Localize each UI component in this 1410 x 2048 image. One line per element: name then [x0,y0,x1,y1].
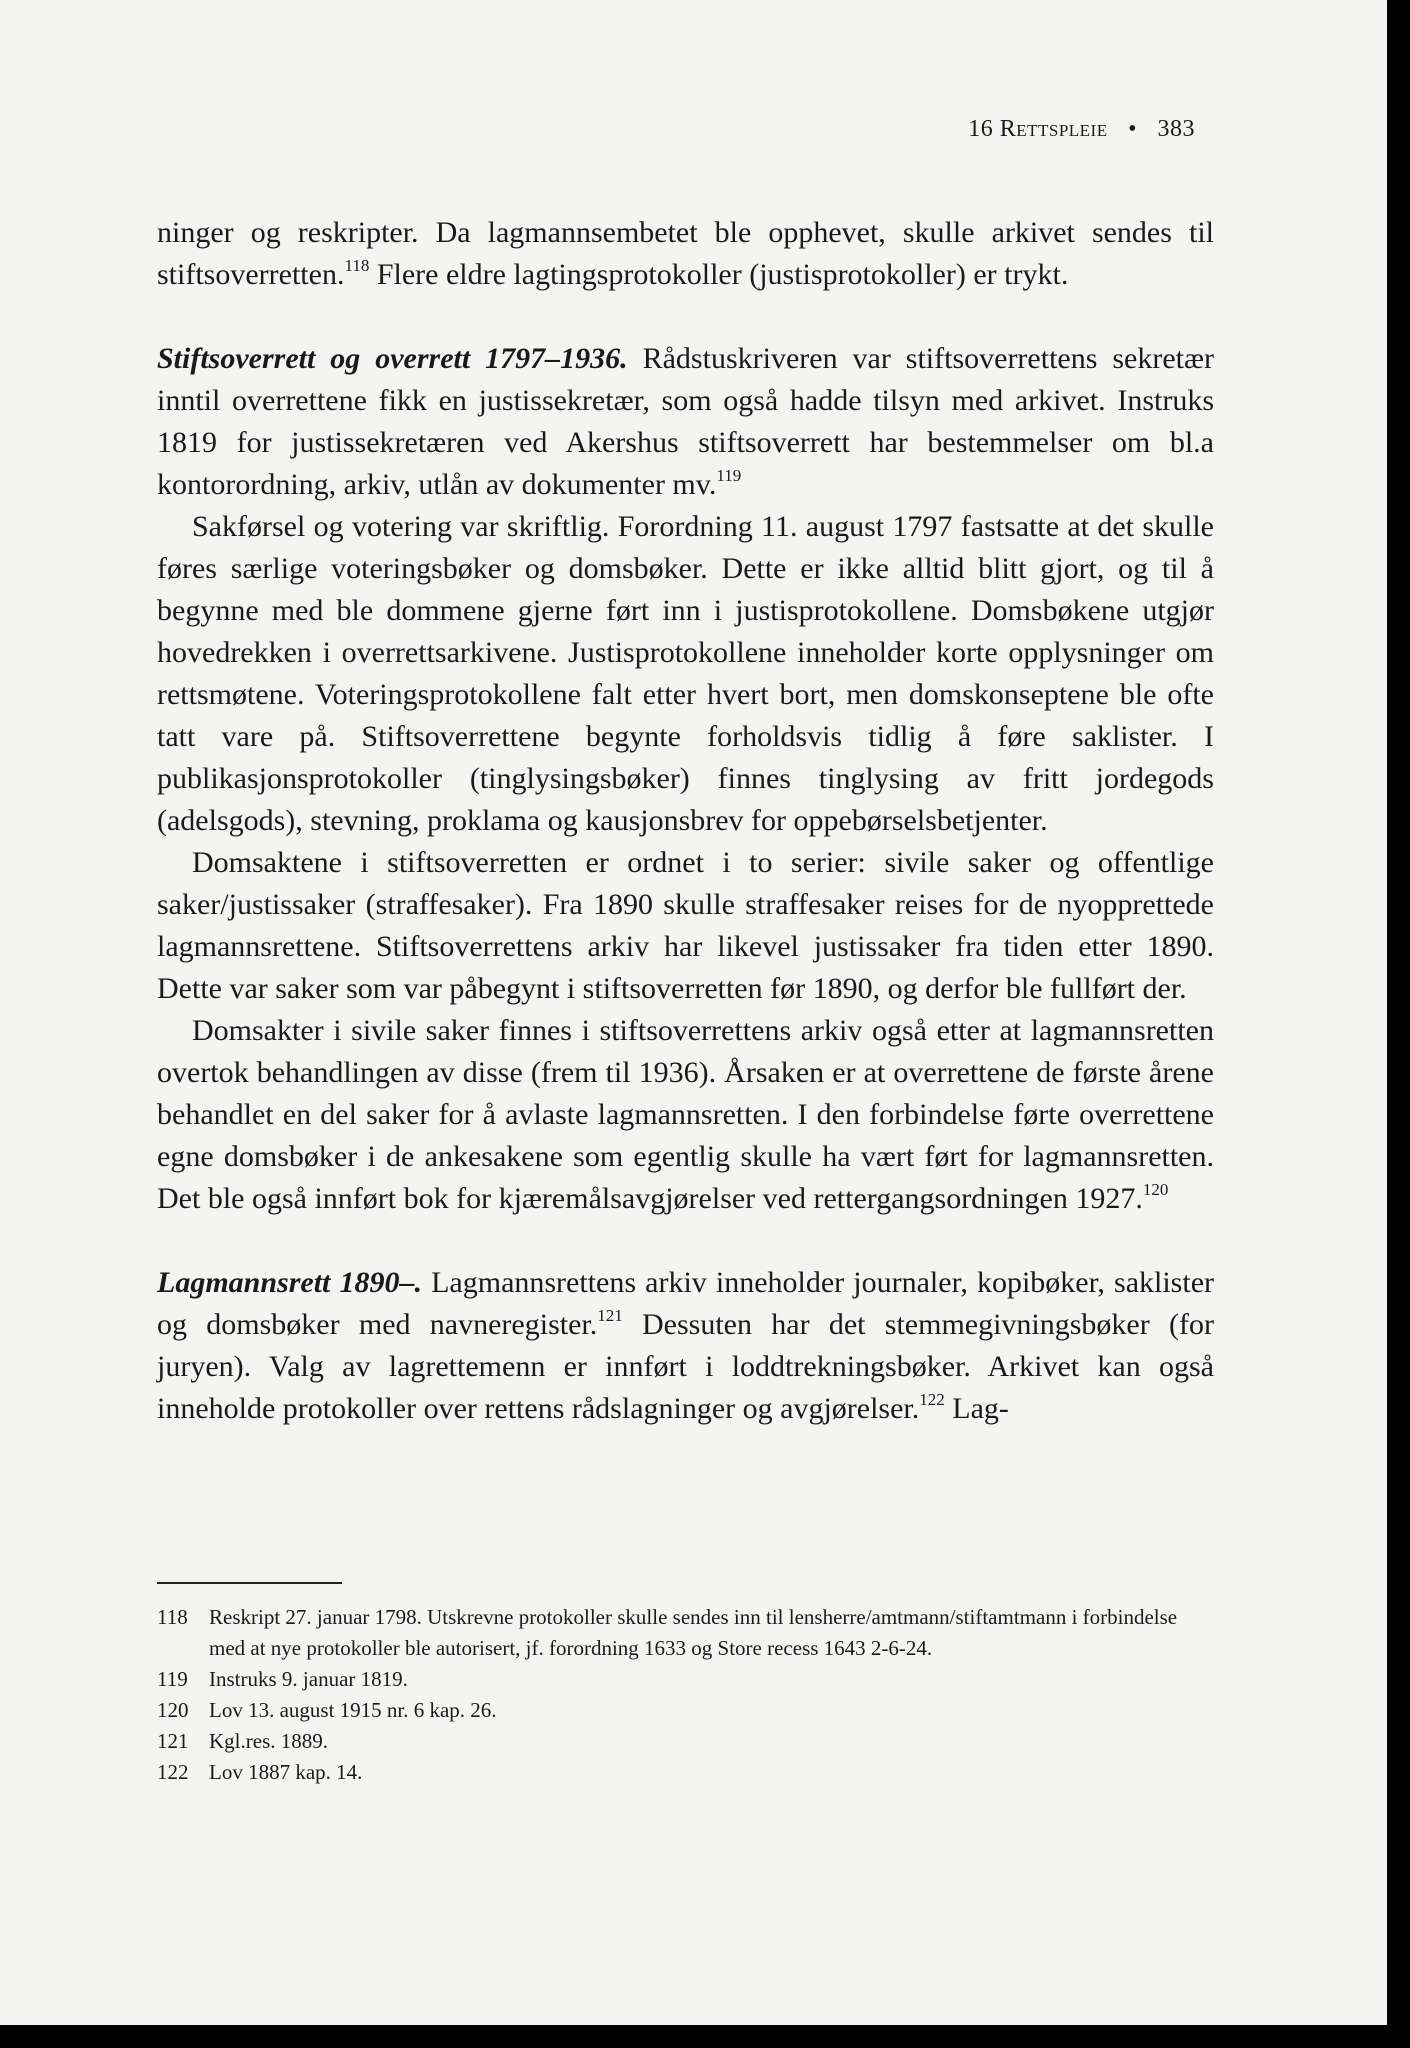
body-text [157,212,1214,1430]
paragraph-6: Lagmannsrett 1890–. Lagmannsrettens arkiv inneholder journaler, kopibøker, saklister og domsbøker med navneregister.$^{121}$ Dessuten har det stemmegivningsbøker (for juryen). Valg av lagrettemenn er innført i loddtrekningsbøker. Arkivet kan også inneholde protokoller over rettens rådslagninger og avgjørelser.$^{122}$ Lag- [157,1266,1214,1425]
page-number: 383 [1157,116,1195,142]
section-heading-stiftsoverrett: Stiftsoverrett og overrett 1797–1936. [157,342,628,375]
footnote-divider [157,1582,342,1584]
footnote-122 [157,1757,1214,1788]
footnote-number: 121 [157,1729,189,1753]
footnote-ref-120[interactable]: 120 [1142,1180,1169,1199]
paragraph-2: Stiftsoverrett og overrett 1797–1936. Rådstuskriveren var stiftsoverrettens sekretær inntil overrettene fikk en justissekretær, som også hadde tilsyn med arkivet. Instruks 1819 for justissekretæren ved Akershus stiftsoverrett har bestemmelser om bl.a kontorordning, arkiv, utlån av dokumenter mv.$^{119}$ [157,342,1214,501]
footnote-text: Lov 1887 kap. 14. [209,1760,363,1784]
paragraph-4: Domsaktene i stiftsoverretten er ordnet i to serier: sivile saker og offentlige saker/justissaker (straffesaker). Fra 1890 skulle straffesaker reises for de nyopprettede lagmannsrettene. Stiftsoverrettens arkiv har likevel justissaker fra tiden etter 1890. Dette var saker som var påbegynt i stiftsoverretten før 1890, og derfor ble fullført der. [157,846,1214,1005]
footnote-text: Reskript 27. januar 1798. Utskrevne protokoller skulle sendes inn til lensherre/amtmann/stiftamtmann i forbindelse med at nye protokoller ble autorisert, jf. forordning 1633 og Store recess 1643 2-6-24. [209,1605,1178,1660]
footnote-number: 119 [157,1667,188,1691]
paragraph-5: Domsakter i sivile saker finnes i stiftsoverrettens arkiv også etter at lagmannsretten overtok behandlingen av disse (frem til 1936). Årsaken er at overrettene de første årene behandlet en del saker for å avlaste lagmannsretten. I den forbindelse førte overrettene egne domsbøker i de ankesakene som egentlig skulle ha vært ført for lagmannsretten. Det ble også innført bok for kjæremålsavgjørelser ved rettergangsordningen 1927.$^{120}$ [157,1014,1214,1215]
footnote-ref-119[interactable]: 119 [716,466,742,485]
chapter-number: 16 [968,116,994,142]
footnote-118 [157,1602,1214,1664]
footnote-number: 120 [157,1698,189,1722]
chapter-title: Rettspleie [999,116,1108,142]
running-header [968,116,1195,143]
paragraph-1: ninger og reskripter. Da lagmannsembetet ble opphevet, skulle arkivet sendes til stiftsoverretten.$^{118}$ Flere eldre lagtingsprotokoller (justisprotokoller) er trykt. [157,216,1214,291]
footnote-number: 118 [157,1605,188,1629]
footnote-ref-118[interactable]: 118 [344,256,370,275]
footnote-121 [157,1726,1214,1757]
footnote-text: Kgl.res. 1889. [209,1729,328,1753]
footnote-119 [157,1664,1214,1695]
footnote-text: Instruks 9. januar 1819. [209,1667,408,1691]
footnote-text: Lov 13. august 1915 nr. 6 kap. 26. [209,1698,497,1722]
section-heading-lagmannsrett: Lagmannsrett 1890–. [157,1266,422,1299]
footnote-number: 122 [157,1760,189,1784]
footnote-120 [157,1695,1214,1726]
footnote-ref-122[interactable]: 122 [919,1390,945,1409]
footnote-ref-121[interactable]: 121 [597,1306,623,1325]
footnotes [157,1602,1214,1788]
paragraph-3: Sakførsel og votering var skriftlig. Forordning 11. august 1797 fastsatte at det skulle føres særlige voteringsbøker og domsbøker. Dette er ikke alltid blitt gjort, og til å begynne med ble dommene gjerne ført inn i justisprotokollene. Domsbøkene utgjør hovedrekken i overrettsarkivene. Justisprotokollene inneholder korte opplysninger om rettsmøtene. Voteringsprotokollene falt etter hvert bort, men domskonseptene ble ofte tatt vare på. Stiftsoverrettene begynte forholdsvis tidlig å føre saklister. I publikasjonsprotokoller (tinglysingsbøker) finnes tinglysing av fritt jordegods (adelsgods), stevning, proklama og kausjonsbrev for oppebørselsbetjenter. [157,510,1214,837]
header-separator: • [1128,116,1137,142]
